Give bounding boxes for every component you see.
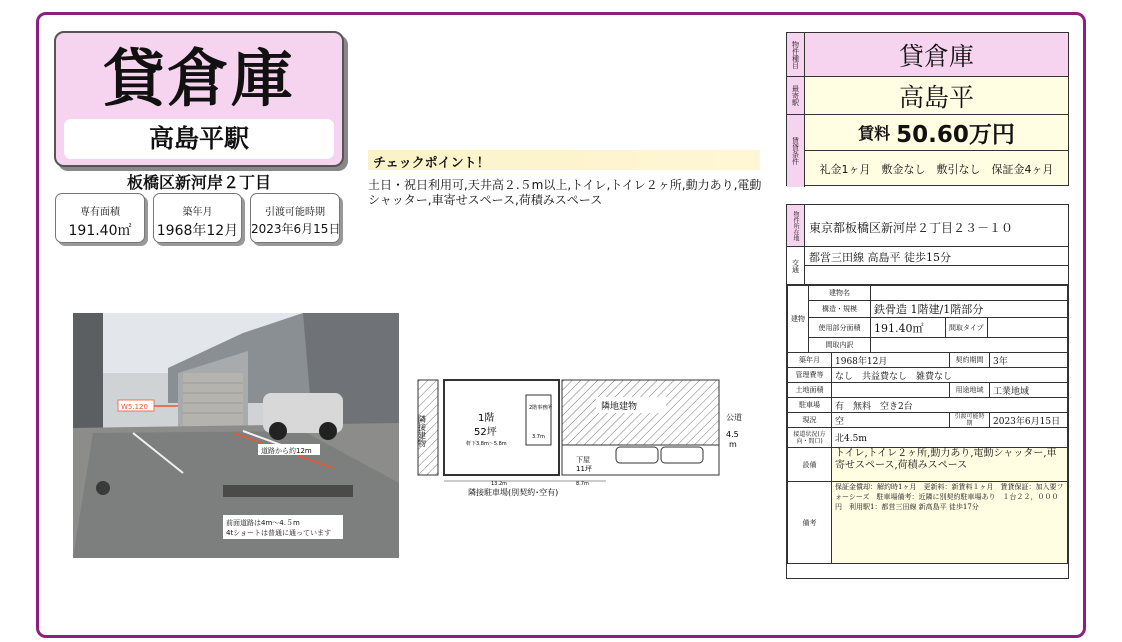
plan-road-unit: m bbox=[729, 440, 737, 449]
status: 空 bbox=[832, 413, 950, 428]
equipment: トイレ,トイレ２ヶ所,動力あり,電動シャッター,車寄せスペース,荷積みスペース bbox=[832, 448, 1068, 482]
summary-rent: 50.60万円 bbox=[896, 122, 1015, 148]
label-type: 物件種目 bbox=[787, 33, 805, 77]
label-building: 建物 bbox=[788, 286, 809, 353]
plan-unit-floor: 1階 bbox=[478, 413, 495, 424]
photo-note-1: 前面道路は4m〜4.５m bbox=[226, 519, 300, 527]
checkpoint-text: 土日・祝日利用可,天井高２.５m以上,トイレ,トイレ２ヶ所,動力あり,電動シャッター,車寄せスペース,荷積みスペース bbox=[368, 178, 762, 207]
handover-card bbox=[250, 193, 340, 243]
handover-card-title: 引渡可能時期 bbox=[265, 207, 325, 218]
mgmt: なし 共益費なし 雑費なし bbox=[832, 368, 1068, 383]
plan-unit-area: 52坪 bbox=[474, 427, 497, 438]
land-label: 土地面積 bbox=[788, 383, 832, 398]
layout-detail bbox=[871, 338, 1068, 353]
plan-office: 2階事務所 bbox=[529, 405, 553, 411]
structure: 鉄骨造 1階建/1階部分 bbox=[871, 301, 1068, 318]
area-card-title: 専有面積 bbox=[80, 207, 120, 218]
photo-ws-label: W5.120 bbox=[121, 403, 148, 411]
road-label: 接道状況(方向・間口) bbox=[788, 428, 832, 448]
plan-office-area: 3.7m bbox=[532, 434, 545, 440]
building-name-label: 建物名 bbox=[809, 286, 871, 301]
parking-label: 駐車場 bbox=[788, 398, 832, 413]
built-card bbox=[153, 193, 242, 243]
plan-dim-2: 8.7m bbox=[576, 481, 589, 487]
remarks: 保証金償却：解約時1ヶ月 更新料：新賃料１ヶ月 賃貸保証：加入要フォーシーズ 駐車場備考：近隣に別契約駐車場あり １台２２，０００円 利用駅1：都営三田線 新高島平 徒歩17分 bbox=[832, 482, 1068, 564]
remarks-label: 備考 bbox=[788, 482, 832, 564]
detail-transport: 都営三田線 高島平 徒歩15分 bbox=[805, 247, 1068, 266]
road: 北4.5m bbox=[832, 428, 1068, 448]
label-location: 物件所在地 bbox=[787, 205, 805, 247]
label-transport: 交通 bbox=[787, 247, 805, 285]
area: 191.40㎡ bbox=[871, 318, 946, 338]
building-name bbox=[871, 286, 1068, 301]
equip-label: 設備 bbox=[788, 448, 832, 482]
details-box bbox=[786, 204, 1069, 579]
station-title: 高島平駅 bbox=[64, 119, 334, 159]
handover-label: 引渡可能時期 bbox=[950, 413, 990, 428]
handover-card-value: 2023年6月15日 bbox=[251, 222, 341, 236]
detail-location: 東京都板橋区新河岸２丁目２３－１０ bbox=[805, 205, 1068, 247]
contract: 3年 bbox=[990, 353, 1068, 368]
plan-left-neighbor: 隣接建物 bbox=[417, 415, 427, 447]
photo-road-label: 道路から約12m bbox=[261, 447, 312, 455]
summary-type: 貸倉庫 bbox=[805, 33, 1068, 77]
built-card-value: 1968年12月 bbox=[156, 223, 239, 239]
built-card-title: 築年月 bbox=[182, 207, 213, 218]
summary-station: 高島平 bbox=[805, 77, 1068, 115]
label-terms: 賃貸条件 bbox=[787, 115, 805, 187]
label-station: 最寄駅 bbox=[787, 77, 805, 115]
terms-table bbox=[787, 352, 1068, 564]
plan-under-area: 11坪 bbox=[576, 465, 592, 473]
address-short: 板橋区新河岸２丁目 bbox=[126, 173, 271, 192]
plan-unit-dims: 軒下3.8m〜5.8m bbox=[466, 441, 507, 447]
zoning: 工業地域 bbox=[990, 383, 1068, 398]
plan-under: 下屋 bbox=[576, 456, 590, 464]
area-card bbox=[55, 193, 145, 243]
building-table bbox=[787, 285, 1068, 353]
summary-terms: 礼金1ヶ月 敷金なし 敷引なし 保証金4ヶ月 bbox=[819, 163, 1054, 176]
built-label: 築年月 bbox=[788, 353, 832, 368]
property-type-title: 貸倉庫 bbox=[102, 42, 295, 115]
checkpoint-title: チェックポイント！ bbox=[368, 150, 760, 170]
summary-box bbox=[786, 32, 1069, 186]
land bbox=[832, 383, 950, 398]
plan-road-width: 4.5 bbox=[726, 430, 739, 439]
built: 1968年12月 bbox=[832, 353, 950, 368]
layout-detail-label: 間取内訳 bbox=[809, 338, 871, 353]
handover: 2023年6月15日 bbox=[990, 413, 1068, 428]
layout-type-label: 間取タイプ bbox=[946, 318, 988, 338]
property-type-banner bbox=[54, 31, 344, 167]
contract-label: 契約期間 bbox=[950, 353, 990, 368]
property-photo bbox=[73, 313, 399, 558]
area-card-value: 191.40㎡ bbox=[68, 223, 132, 239]
parking: 有 無料 空き2台 bbox=[832, 398, 1068, 413]
photo-note-2: 4tショートは普通に通っています bbox=[226, 529, 332, 537]
plan-neighbor: 隣地建物 bbox=[601, 402, 638, 412]
plan-parking: 隣接駐車場(別契約･空有) bbox=[468, 488, 559, 497]
status-label: 現況 bbox=[788, 413, 832, 428]
summary-rent-label: 賃料 bbox=[858, 124, 891, 143]
floor-plan bbox=[416, 375, 742, 497]
area-label: 使用部分面積 bbox=[809, 318, 871, 338]
plan-dim-1: 13.2m bbox=[491, 481, 508, 487]
layout-type bbox=[987, 318, 1067, 338]
summary-rent-row bbox=[805, 115, 1068, 151]
plan-road: 公道 bbox=[726, 413, 742, 422]
zoning-label: 用途地域 bbox=[950, 383, 990, 398]
structure-label: 構造・規模 bbox=[809, 301, 871, 318]
mgmt-label: 管理費等 bbox=[788, 368, 832, 383]
